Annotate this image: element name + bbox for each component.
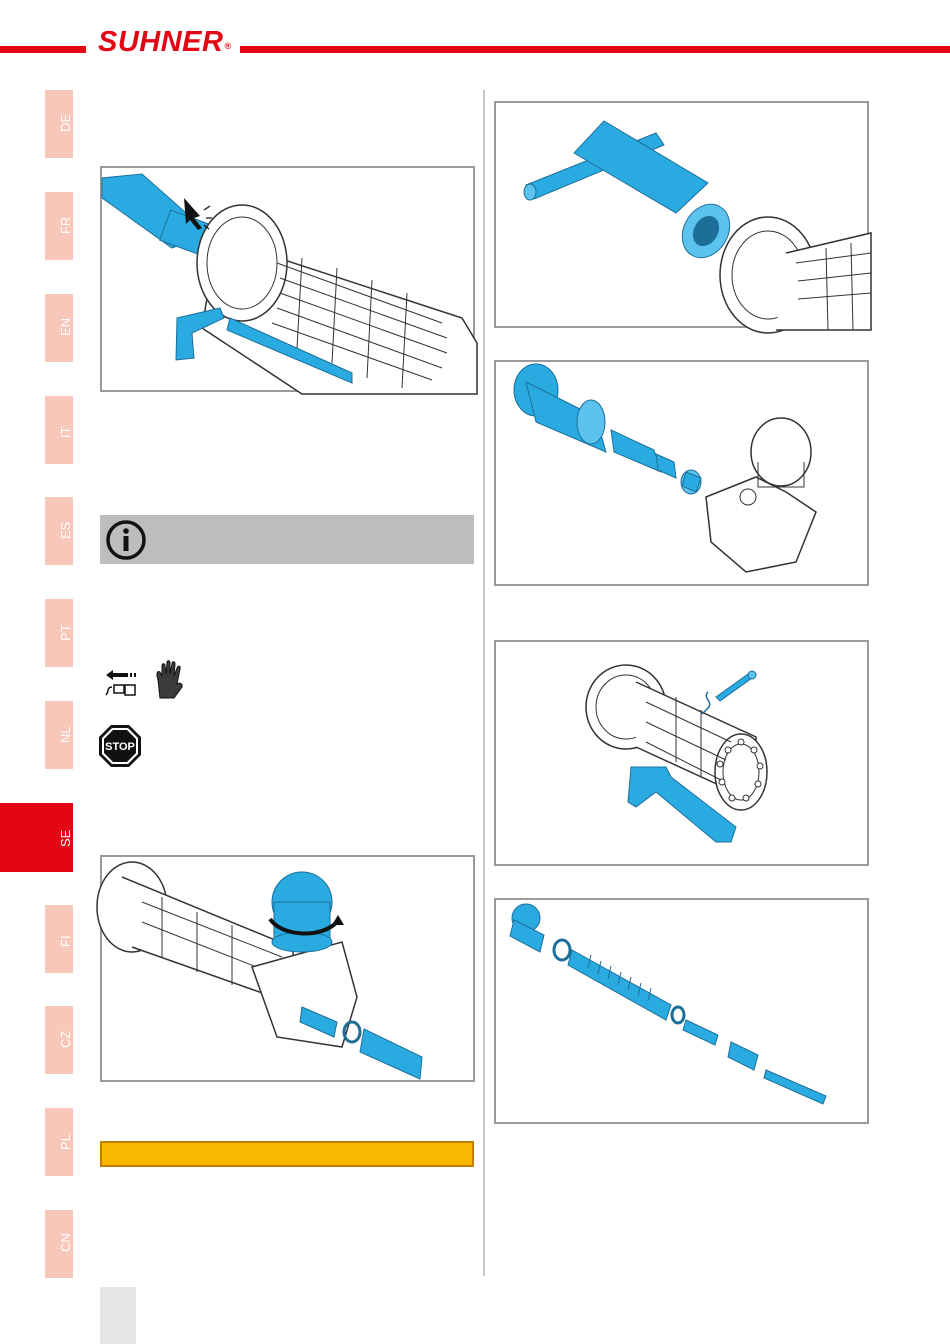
figure-release-handle [100, 166, 475, 392]
language-code: CN [58, 1233, 73, 1252]
language-tab-label [58, 1008, 73, 1048]
language-code: ES [58, 521, 73, 539]
language-tab-label [58, 601, 73, 641]
column-divider [483, 90, 485, 1276]
language-tab-fr[interactable] [45, 192, 73, 260]
language-code: DE [58, 113, 73, 132]
figure-handle-screw-bracket [494, 640, 869, 866]
language-tab-label [58, 92, 73, 132]
protective-glove-icon [152, 660, 188, 700]
unplug-power-icon [104, 668, 138, 698]
language-tab-de[interactable] [45, 90, 73, 158]
language-code: PL [58, 1134, 73, 1150]
figure-t-wrench [494, 101, 869, 328]
info-note-bar [100, 515, 474, 564]
registered-mark: ® [224, 41, 232, 51]
language-code: NL [58, 726, 73, 743]
figure-gearhead-rotate [100, 855, 475, 1082]
brand-logo [98, 26, 232, 59]
page-number-box [100, 1287, 136, 1344]
language-code: PT [58, 624, 73, 641]
language-tab-label [58, 807, 73, 847]
brand-name: SUHNER [98, 26, 224, 58]
language-code: EN [58, 317, 73, 336]
language-code: FI [58, 935, 73, 947]
header-line-right [240, 46, 950, 53]
language-code: SE [58, 829, 73, 847]
language-tab-pt[interactable] [45, 599, 73, 667]
language-tab-en[interactable] [45, 294, 73, 362]
language-tab-it[interactable] [45, 396, 73, 464]
figure-exploded-spindle [494, 898, 869, 1124]
language-tab-label [58, 703, 73, 743]
language-tab-cz[interactable] [45, 1006, 73, 1074]
warning-bar [100, 1141, 474, 1167]
language-tab-label [58, 296, 73, 336]
language-tab-label [58, 398, 73, 438]
language-tab-pl[interactable] [45, 1108, 73, 1176]
stop-sign-icon [98, 724, 142, 768]
language-tab-se[interactable] [0, 803, 73, 872]
language-tab-label [58, 907, 73, 947]
language-tab-cn[interactable] [45, 1210, 73, 1278]
info-circle-icon [102, 516, 150, 564]
language-code: FR [58, 216, 73, 234]
language-tab-fi[interactable] [45, 905, 73, 973]
language-code: CZ [58, 1030, 73, 1048]
header-line-left [0, 46, 86, 53]
language-tab-nl[interactable] [45, 701, 73, 769]
figure-exploded-handle-assembly [494, 360, 869, 586]
language-tab-label [58, 1110, 73, 1150]
language-tab-label [58, 194, 73, 234]
stop-sign-text: STOP [105, 741, 135, 753]
language-tab-es[interactable] [45, 497, 73, 565]
language-tab-label [58, 499, 73, 539]
language-code: IT [58, 426, 73, 438]
language-tab-label [58, 1212, 73, 1252]
